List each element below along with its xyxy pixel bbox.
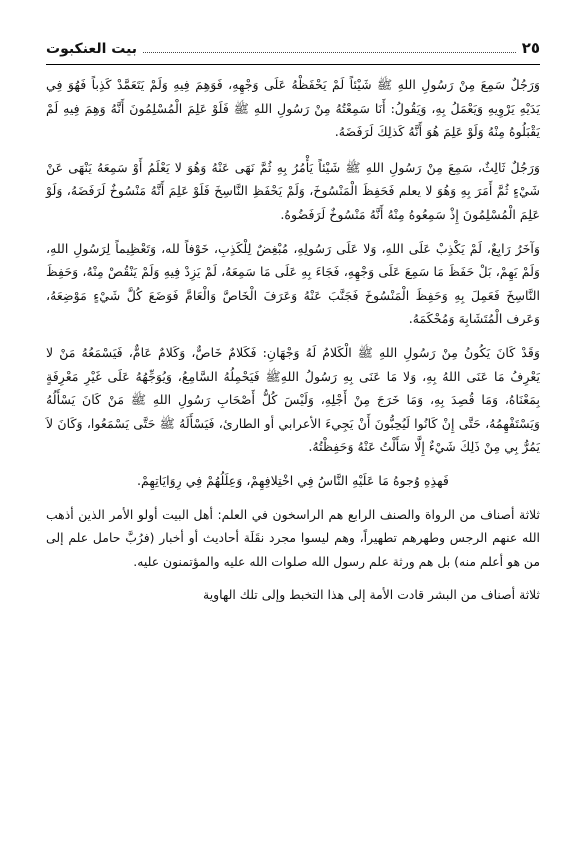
running-title: بيت العنكبوت [46,41,138,57]
running-header [46,38,540,60]
paragraph-summary: فَهذِهِ وُجوهُ مَا عَلَيْهِ النَّاسُ فِي اخْتِلافِهِمْ، وَعِلَلُهُمْ فِي رِوَايَاتِهِمْ. [137,472,449,488]
paragraph-commentary-continued: ثلاثة أصناف من البشر قادت الأمة إلى هذا التخبط وإلى تلك الهاوية [203,587,540,603]
paragraph-speech-faces: وَقَدْ كَانَ يَكُونُ مِنْ رَسُولِ اللهِ ﷺ الْكَلامُ لَهُ وَجْهَانِ: فَكَلامٌ خَاصٌّ، وَكَلامٌ عَامٌّ، فَيَسْمَعُهُ مَنْ لا يَعْرِفُ مَا عَنَى اللهُ بِهِ، وَلا مَا عَنَى بِهِ رَسُولُ اللهِﷺ فَيَحْمِلُهُ السَّامِعُ، وَيُوَجِّهُهُ عَلَى غَيْرِ مَعْرِفَةٍ بِمَعْنَاهُ، وَمَا قُصِدَ بِهِ، وَمَا خَرَجَ مِنْ أَجْلِهِ، وَلَيْسَ كُلُّ أَصْحَابِ رَسُولِ اللهِ ﷺ مَنْ كَانَ يَسْأَلُهُ وَيَسْتَفْهِمُهُ، حَتَّى إِنْ كَانُوا لَيُحِبُّونَ أَنْ يَجِيءَ الأعرابي أو الطارئ، فَيَسْأَلَهُ ﷺ حَتَّى يَسْمَعُوا، وَكَانَ لاَ يَمُرُّ بِي مِنْ ذَلِكَ شَيْءٌ إِلَّا سَأَلْتُ عَنْهُ وَحَفِظْتُهُ. [46,344,540,455]
page-number: ٢٥ [521,39,540,57]
paragraph-commentary: ثلاثة أصناف من الرواة والصنف الرابع هم الراسخون في العلم: أهل البيت أولو الأمر الذين أذهب الله عنهم الرجس وطهرهم تطهيراً، وهم ليسوا مجرد نقَلَة أحاديث أو أخبار (فرُبَّ حامل علم إلى من هو أعلم منه) بل هم ورثة علم رسول الله صلوات الله عليه والمؤتمنون عليه. [46,506,540,569]
paragraph-fourth-man: وَآخَرُ رَابِعٌ، لَمْ يَكْذِبْ عَلَى اللهِ، وَلا عَلَى رَسُولِهِ، مُبْغِضٌ لِلْكَذِبِ، خَوْفاً لله، وَتَعْظِيماً لِرَسُولِ اللهِ، وَلَمْ يَهِمْ، بَلْ حَفَظَ مَا سَمِعَ عَلَى وَجْهِهِ، فَجَاءَ بِهِ عَلَى مَا سَمِعَهُ، لَمْ يَزِدْ فِيهِ وَلَمْ يَنْقُصْ مِنْهُ، وَحَفِظَ النَّاسِخَ فَعَمِلَ بِهِ وَحَفِظَ الْمَنْسُوخَ فَجَنَّبَ عَنْهُ وَعَرَفَ الْخَاصَّ وَالْعَامَّ فَوَضَعَ كُلَّ شَيْءٍ مَوْضِعَهُ، وَعَرف الْمُتَشَابِهَ وَمُحْكَمَهُ. [46,240,540,327]
paragraph-third-man: وَرَجُلٌ ثَالِثٌ، سَمِعَ مِنْ رَسُولِ اللهِ ﷺ شَيْئاً يَأْمُرُ بِهِ ثُمَّ نَهَى عَنْهُ وَهُوَ لا يَعْلَمُ أَوْ سَمِعَهُ يَنْهَى عَنْ شَيْءٍ ثُمَّ أَمَرَ بِهِ وَهُوَ لا يعلم فَحَفِظَ الْمَنْسُوخَ، وَلَمْ يَحْفَظِ النَّاسِخَ فَلَوْ عَلِمَ أَنَّهُ مَنْسُوخٌ لَرَفَضَهُ، وَلَوْ عَلِمَ الْمُسْلِمُونَ إِذْ سَمِعُوهُ مِنْهُ أَنَّهُ مَنْسُوخٌ لَرَفَضُوهُ. [46,159,540,222]
header-rule [46,64,540,65]
paragraph-second-man: وَرَجُلٌ سَمِعَ مِنْ رَسُولِ اللهِ ﷺ شَيْئاً لَمْ يَحْفَظْهُ عَلَى وَجْهِهِ، فَوَهِمَ فِيهِ وَلَمْ يَتَعَمَّدْ كَذِباً فَهُوَ فِي يَدَيْهِ يَرْوِيهِ وَيَعْمَلُ بِهِ، وَيَقُولُ: أَنَا سَمِعْتُهُ مِنْ رَسُولِ اللهِ ﷺ فَلَوْ عَلِمَ الْمُسْلِمُونَ أَنَّهُ وَهِمَ فِيهِ لَمْ يَقْبَلُوهُ مِنْهُ وَلَوْ عَلِمَ هُوَ أَنَّهُ كَذلِكَ لَرَفَضَهُ. [46,77,540,140]
header-leader-dots [143,42,516,53]
